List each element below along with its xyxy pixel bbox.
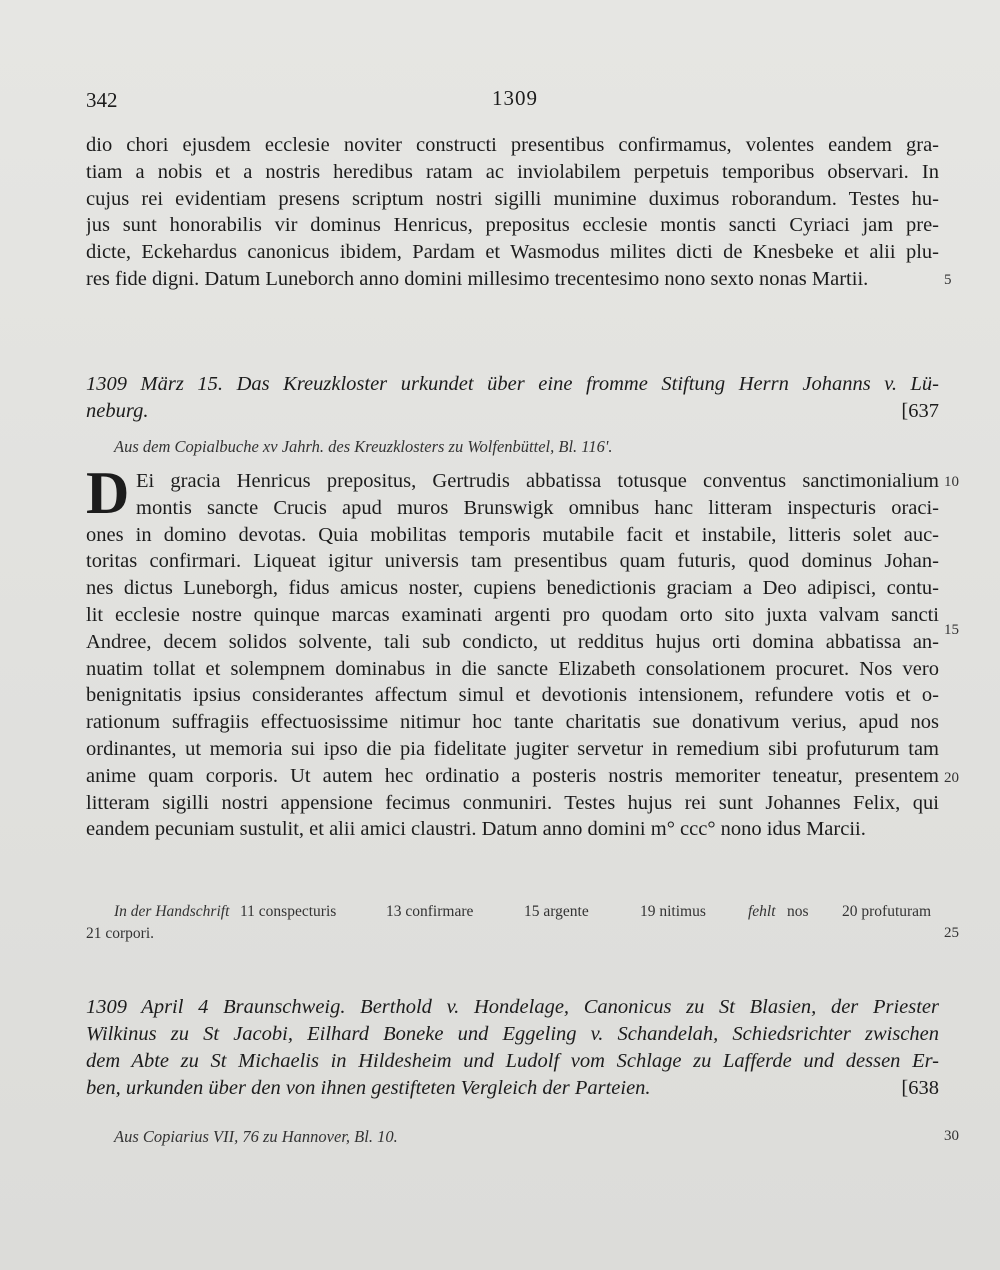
text-line: tiam a nobis et a nostris heredibus ratam ac inviolabilem perpetuis temporibus observari. In [86, 160, 939, 183]
margin-line-number: 5 [944, 272, 952, 288]
text-line: Andree, decem solidos solvente, tali sub condicto, ut redditus hujus orti domina abbatissa an- [86, 630, 939, 653]
heading-line: Wilkinus zu St Jacobi, Eilhard Boneke und Eggeling v. Schandelah, Schiedsrichter zwischen [86, 1023, 939, 1045]
document-heading-638 [86, 994, 939, 1102]
source-note: Aus Copiarius VII, 76 zu Hannover, Bl. 10. [114, 1127, 398, 1146]
apparatus-note-item: 15 argente [524, 903, 589, 920]
heading-line [86, 398, 939, 425]
drop-cap-initial: D [86, 460, 130, 526]
text-line: cujus rei evidentiam presens scriptum nostri sigilli munimine duximus roborandum. Testes hu- [86, 187, 939, 210]
text-line: benignitatis ipsius considerantes affectum simul et devotionis intensionem, refundere votis et o- [86, 684, 939, 707]
apparatus-note-nos: nos [787, 903, 809, 920]
margin-line-number: 25 [944, 925, 959, 941]
text-line: lit ecclesie nostre quinque marcas examinati argenti pro quodam orto sito juxta valvam sancti [86, 603, 939, 626]
text-line: litteram sigilli nostri appensione fecimus conmuniri. Testes hujus rei sunt Johannes Felix, qui [86, 791, 939, 814]
text-line: nes dictus Luneborgh, fidus amicus noster, cupiens benedictionis graciam a Deo adipisci, contu- [86, 577, 939, 600]
running-head-year: 1309 [492, 86, 538, 110]
margin-line-number: 20 [944, 770, 959, 786]
document-number: [637 [901, 400, 939, 422]
heading-line: 1309 April 4 Braunschweig. Berthold v. Hondelage, Canonicus zu St Blasien, der Priester [86, 996, 939, 1018]
text-line: dio chori ejusdem ecclesie noviter constructi presentibus confirmamus, volentes eandem gra- [86, 134, 939, 156]
heading-line-text: ben, urkunden über den von ihnen gestifteten Vergleich der Parteien. [86, 1077, 651, 1099]
text-line: ones in domino devotas. Quia mobilitas temporis mutabile facit et instabile, litteris solet auc- [86, 523, 939, 546]
document-number: [638 [901, 1077, 939, 1099]
text-line: res fide digni. Datum Luneborch anno domini millesimo trecentesimo nono sexto nonas Martii. [86, 267, 869, 290]
margin-line-number: 15 [944, 622, 959, 638]
text-line: montis sancte Crucis apud muros Brunswigk omnibus hanc litteram inspecturis oraci- [136, 496, 939, 519]
heading-line: dem Abte zu St Michaelis in Hildesheim und Ludolf vom Schlage zu Lafferde und dessen Er- [86, 1050, 939, 1072]
heading-line [86, 1075, 939, 1102]
document-body-637 [86, 468, 939, 843]
source-note: Aus dem Copialbuche xv Jahrh. des Kreuzklosters zu Wolfenbüttel, Bl. 116'. [114, 437, 613, 456]
text-line: jus sunt honorabilis vir dominus Henricus, prepositus ecclesie montis sancti Cyriaci jam pre- [86, 214, 939, 237]
text-line: ordinantes, ut memoria sui ipso die pia fidelitate jugiter servetur in remedium sibi profuturum tam [86, 737, 939, 760]
apparatus-note-item: 13 confirmare [386, 903, 474, 920]
apparatus-note-fehlt: fehlt [748, 903, 776, 920]
text-line: rationum suffragiis effectuosissime nitimur hoc tante charitatis sue donativum verius, apud nos [86, 711, 939, 734]
text-line: Ei gracia Henricus prepositus, Gertrudis abbatissa totusque conventus sanctimonialium [136, 470, 939, 492]
text-line: toritas confirmari. Liqueat igitur universis tam presentibus quam futuris, quod dominus Johan- [86, 550, 939, 573]
margin-line-number: 30 [944, 1128, 959, 1144]
apparatus-note-item: 20 profuturam [842, 903, 932, 920]
apparatus-note-item: 11 conspecturis [240, 903, 337, 920]
document-heading-637 [86, 371, 939, 425]
text-line: anime quam corporis. Ut autem hec ordinatio a posteris nostris memoriter teneatur, presentem [86, 764, 939, 787]
page-number: 342 [86, 88, 118, 112]
heading-line-text: neburg. [86, 400, 149, 422]
text-line: nuatim tollat et solempnem dominabus in die sancte Elizabeth consolationem procuret. Nos vero [86, 657, 939, 680]
text-line: dicte, Eckehardus canonicus ibidem, Pardam et Wasmodus milites dicti de Knesbeke et alii plu- [86, 241, 939, 264]
text-line: eandem pecuniam sustulit, et alii amici claustri. Datum anno domini m° ccc° nono idus Marcii. [86, 818, 866, 841]
continued-text [86, 132, 939, 293]
apparatus-note-item: 19 nitimus [640, 903, 706, 920]
margin-line-number: 10 [944, 474, 959, 490]
apparatus-note-intro: In der Handschrift [114, 903, 230, 920]
heading-line: 1309 März 15. Das Kreuzkloster urkundet über eine fromme Stiftung Herrn Johanns v. Lü- [86, 373, 939, 395]
apparatus-note-line2: 21 corpori. [86, 925, 155, 942]
